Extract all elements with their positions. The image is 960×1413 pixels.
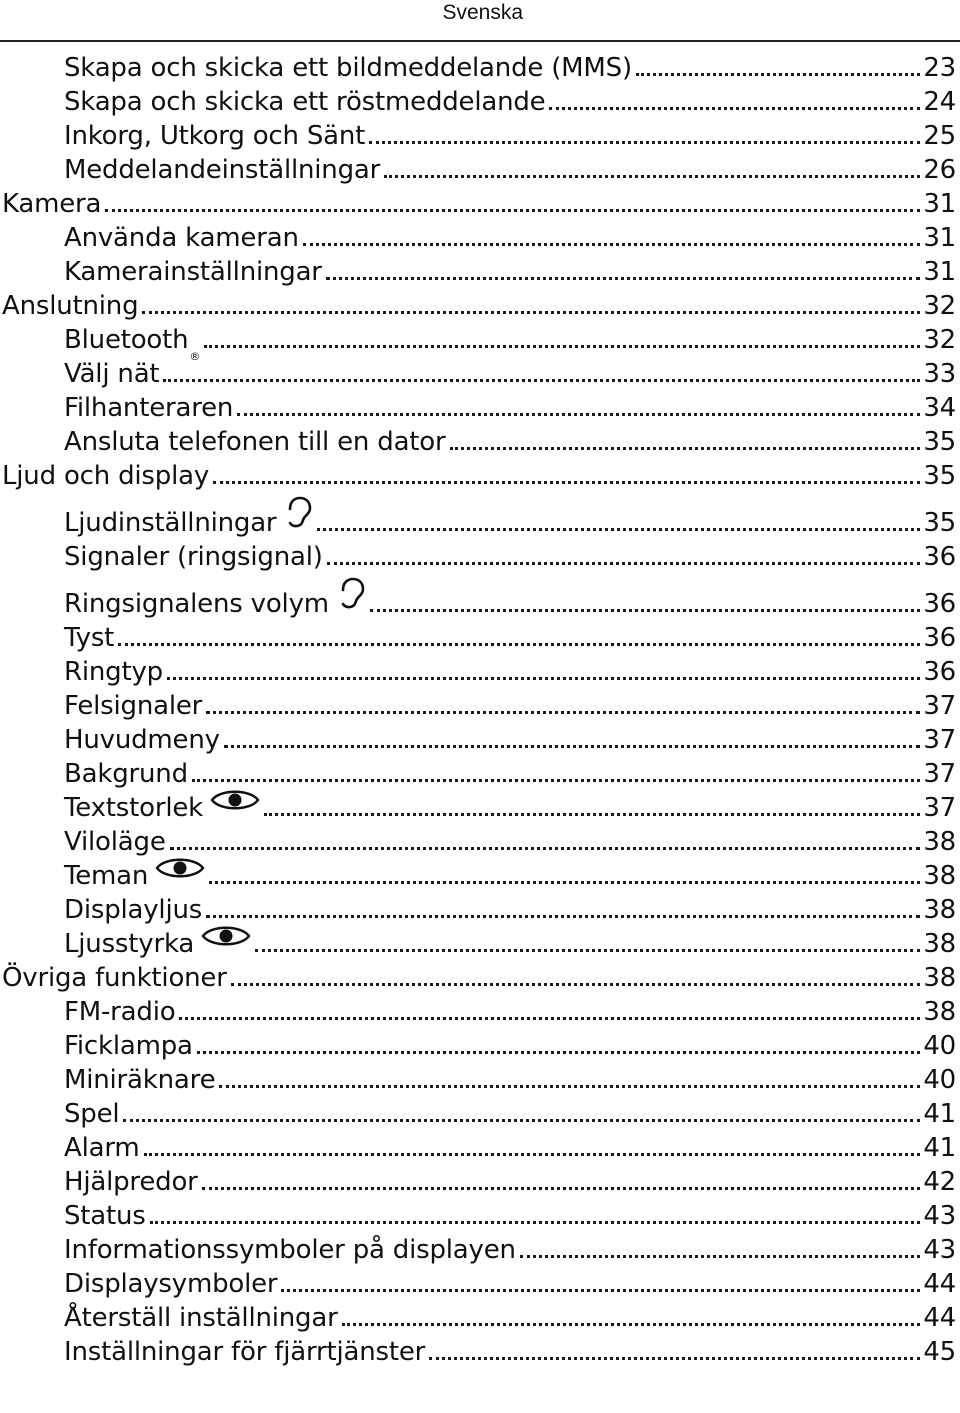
dot-leader [192, 779, 920, 782]
toc-page-number: 35 [923, 427, 956, 457]
toc-page-number: 24 [923, 87, 956, 117]
toc-page-number: 37 [923, 725, 956, 755]
toc-entry [0, 757, 956, 791]
dot-leader [144, 1153, 921, 1156]
toc-page-number: 36 [923, 542, 956, 572]
toc-page-number: 25 [923, 121, 956, 151]
toc-page-number: 35 [923, 461, 956, 491]
toc-page-number: 38 [923, 861, 956, 891]
toc-entry-title: Status [64, 1201, 146, 1231]
vision-icon [155, 855, 205, 890]
toc-entry-title: Alarm [64, 1133, 140, 1163]
toc-page-number: 42 [923, 1167, 956, 1197]
toc-entry [0, 357, 956, 391]
toc-page-number: 23 [923, 53, 956, 83]
dot-leader [204, 345, 920, 348]
dot-leader [197, 1051, 921, 1054]
toc-entry-title: Tyst [64, 623, 115, 653]
toc-page-number: 36 [923, 589, 956, 619]
toc-page-number: 36 [923, 623, 956, 653]
toc-entry: Bluetooth ® 32 [64, 325, 956, 363]
toc-entry [0, 540, 956, 574]
toc-page-number: 31 [923, 189, 956, 219]
toc-entry [0, 791, 956, 825]
toc-entry-title: Spel [64, 1099, 120, 1129]
toc-page-number: 33 [923, 359, 956, 389]
toc-entry [0, 1131, 956, 1165]
dot-leader [327, 562, 921, 565]
toc-entry [0, 289, 956, 323]
toc-entry-title: Viloläge [64, 827, 166, 857]
toc-entry [0, 1199, 956, 1233]
toc-entry [0, 1029, 956, 1063]
toc-entry [0, 621, 956, 655]
dot-leader [167, 677, 920, 680]
toc-entry-title: Teman [64, 861, 149, 891]
dot-leader [105, 209, 920, 212]
toc-entry-title: Skapa och skicka ett bildmeddelande (MMS) [64, 53, 632, 83]
dot-leader [118, 643, 920, 646]
toc-entry [0, 425, 956, 459]
toc-entry [0, 255, 956, 289]
dot-leader [281, 1289, 920, 1292]
toc-entry-title: Informationssymboler på displayen [64, 1235, 516, 1265]
dot-leader [206, 915, 920, 918]
toc-entry-title: Inkorg, Utkorg och Sänt [64, 121, 366, 151]
dot-leader [384, 175, 920, 178]
toc-entry-title: Kamera [2, 189, 102, 219]
dot-leader [317, 528, 920, 531]
dot-leader [123, 1119, 920, 1122]
toc-entry [0, 574, 956, 621]
toc-entry-title: Bakgrund [64, 759, 188, 789]
toc-entry [0, 187, 956, 221]
toc-entry [0, 1301, 956, 1335]
dot-leader [224, 745, 921, 748]
hearing-icon [336, 577, 366, 618]
toc-entry-title: Ljudinställningar [64, 508, 277, 538]
toc-entry-title: Ringsignalens volym [64, 589, 329, 619]
dot-leader [202, 1187, 921, 1190]
table-of-contents [0, 51, 956, 1369]
toc-entry [0, 995, 956, 1029]
toc-entry-title: Ficklampa [64, 1031, 193, 1061]
language-label: Svenska [442, 1, 523, 24]
toc-entry [0, 893, 956, 927]
toc-page-number: 37 [923, 691, 956, 721]
toc-entry-title: Välj nät [64, 359, 160, 389]
toc-page-number: 45 [923, 1337, 956, 1367]
dot-leader [219, 1085, 920, 1088]
toc-entry-title: Miniräknare [64, 1065, 216, 1095]
toc-entry-title: Ljusstyrka [64, 929, 195, 959]
dot-leader [370, 609, 920, 612]
toc-page-number: 38 [923, 895, 956, 925]
toc-entry-title: Övriga funktioner [2, 963, 227, 993]
dot-leader [520, 1255, 921, 1258]
toc-entry [0, 1267, 956, 1301]
dot-leader [264, 813, 920, 816]
dot-leader [213, 481, 920, 484]
toc-entry-title: Skapa och skicka ett röstmeddelande [64, 87, 546, 117]
dot-leader [209, 881, 920, 884]
toc-page-number: 40 [923, 1031, 956, 1061]
dot-leader [170, 847, 921, 850]
toc-page-number: 36 [923, 657, 956, 687]
toc-page-number: 44 [923, 1269, 956, 1299]
toc-entry [0, 825, 956, 859]
toc-entry-title: Ljud och display [2, 461, 210, 491]
toc-entry [0, 1335, 956, 1369]
toc-entry [0, 1165, 956, 1199]
toc-entry-title: Kamerainställningar [64, 257, 322, 287]
toc-entry [0, 85, 956, 119]
toc-page-number: 35 [923, 508, 956, 538]
toc-page-number: 44 [923, 1303, 956, 1333]
toc-entry [0, 221, 956, 255]
dot-leader [429, 1357, 920, 1360]
toc-entry [0, 391, 956, 425]
dot-leader [237, 413, 920, 416]
toc-entry-title: Bluetooth [64, 325, 189, 355]
toc-entry-title: Signaler (ringsignal) [64, 542, 323, 572]
toc-entry [0, 927, 956, 961]
toc-page-number: 43 [923, 1235, 956, 1265]
vision-icon [210, 787, 260, 822]
toc-page-number: 38 [923, 963, 956, 993]
dot-leader [150, 1221, 921, 1224]
toc-page-number: 32 [923, 325, 956, 355]
toc-entry-title: Återställ inställningar [64, 1303, 338, 1333]
toc-entry-title: Anslutning [2, 291, 139, 321]
dot-leader [636, 73, 920, 76]
toc-entry [0, 723, 956, 757]
toc-entry-title: Huvudmeny [64, 725, 220, 755]
toc-entry [0, 493, 956, 540]
toc-entry [0, 1097, 956, 1131]
toc-entry-title: Ringtyp [64, 657, 163, 687]
dot-leader [142, 311, 920, 314]
toc-entry-title: Felsignaler [64, 691, 203, 721]
toc-entry-title: Ansluta telefonen till en dator [64, 427, 446, 457]
toc-page-number: 41 [923, 1099, 956, 1129]
toc-page-number: 26 [923, 155, 956, 185]
toc-entry-title: Displayljus [64, 895, 203, 925]
dot-leader [303, 243, 921, 246]
toc-entry [0, 1233, 956, 1267]
toc-entry [0, 961, 956, 995]
toc-page-number: 37 [923, 793, 956, 823]
hearing-icon [283, 496, 313, 537]
toc-page-number: 38 [923, 827, 956, 857]
toc-entry-title: Displaysymboler [64, 1269, 278, 1299]
dot-leader [179, 1017, 920, 1020]
toc-page-number: 38 [923, 997, 956, 1027]
toc-page-number: 40 [923, 1065, 956, 1095]
toc-page-number: 31 [923, 223, 956, 253]
toc-page-number: 43 [923, 1201, 956, 1231]
toc-page-number: 38 [923, 929, 956, 959]
toc-entry [0, 859, 956, 893]
toc-page-number: 34 [923, 393, 956, 423]
toc-page-number: 41 [923, 1133, 956, 1163]
toc-entry-title: Textstorlek [64, 793, 203, 823]
toc-entry-title: Meddelandeinställningar [64, 155, 381, 185]
toc-page-number: 31 [923, 257, 956, 287]
dot-leader [326, 277, 921, 280]
toc-entry-title: Använda kameran [64, 223, 299, 253]
dot-leader [163, 379, 920, 382]
toc-entry [0, 689, 956, 723]
toc-entry [0, 119, 956, 153]
toc-entry-title: Hjälpredor [64, 1167, 198, 1197]
toc-page-number: 32 [923, 291, 956, 321]
toc-entry-title: Inställningar för fjärrtjänster [64, 1337, 426, 1367]
toc-entry [0, 153, 956, 187]
toc-entry [0, 459, 956, 493]
dot-leader [342, 1323, 921, 1326]
toc-entry-title: FM-radio [64, 997, 176, 1027]
dot-leader [231, 983, 921, 986]
toc-entry [0, 51, 956, 85]
toc-entry [0, 1063, 956, 1097]
toc-entry [0, 655, 956, 689]
dot-leader [450, 447, 921, 450]
dot-leader [255, 949, 920, 952]
dot-leader [549, 107, 920, 110]
page-header [0, 0, 960, 42]
toc-entry-title: Filhanteraren [64, 393, 234, 423]
toc-page-number: 37 [923, 759, 956, 789]
dot-leader [206, 711, 920, 714]
dot-leader [369, 141, 920, 144]
vision-icon [201, 923, 251, 958]
